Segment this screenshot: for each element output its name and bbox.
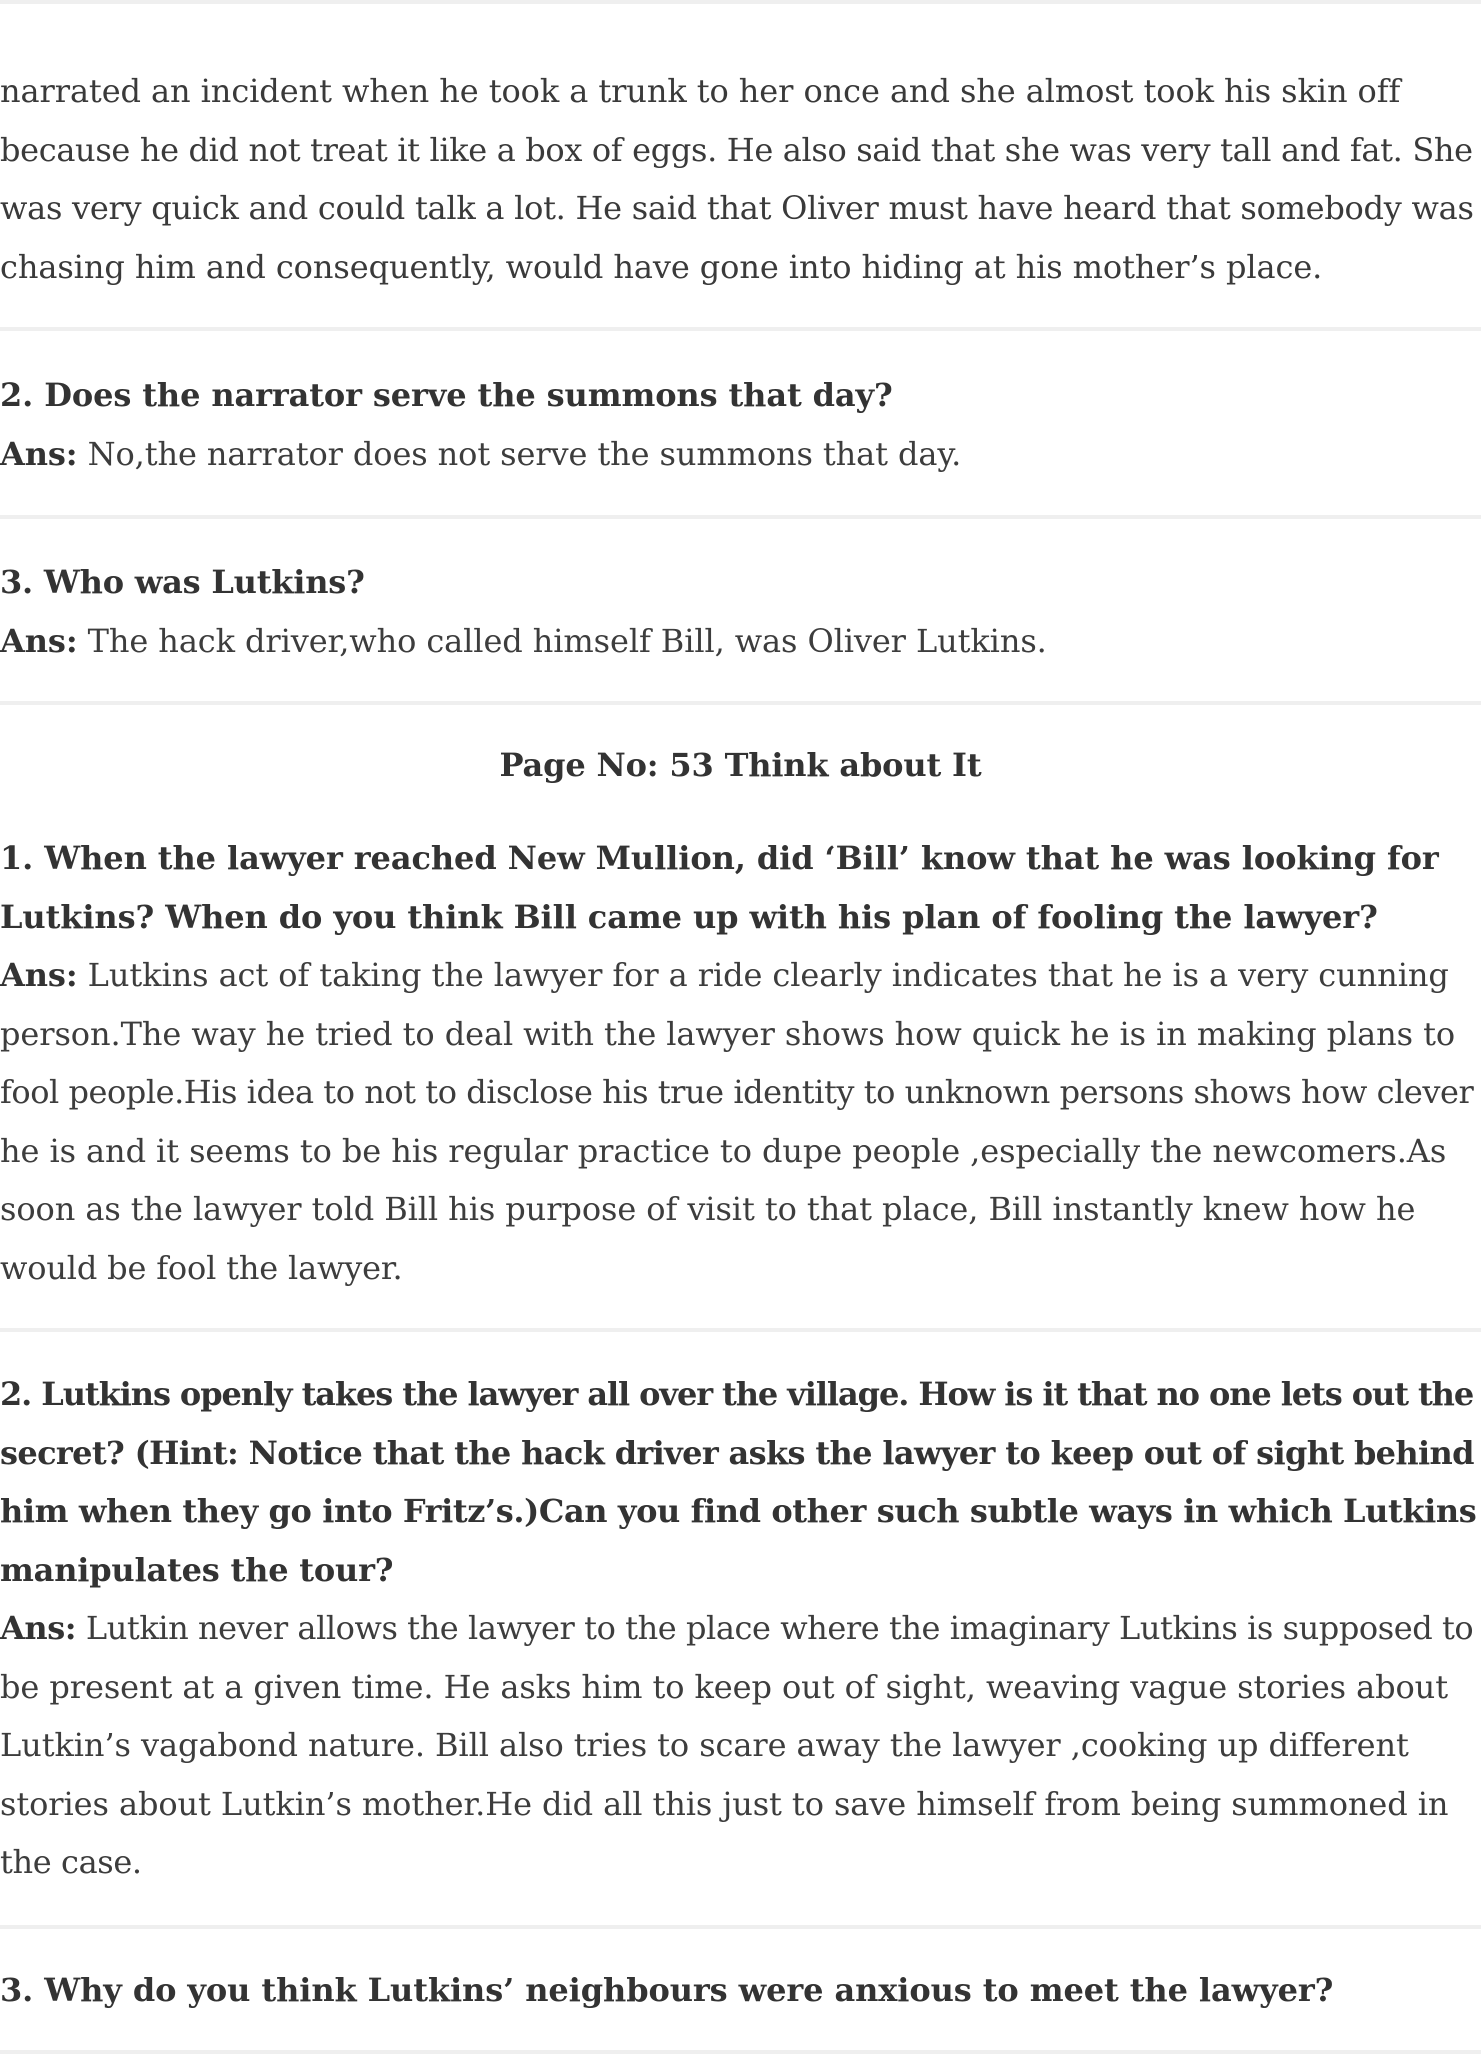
answer-line: fool people.His idea to not to disclose his true identity to unknown persons shows how clever (0, 1073, 1474, 1111)
answer-label: Ans: (0, 434, 78, 473)
question-line: him when they go into Fritz’s.)Can you find other such subtle ways in which Lutkins (0, 1492, 1477, 1530)
divider (0, 515, 1481, 519)
answer-line: stories about Lutkin’s mother.He did all this just to save himself from being summoned in (0, 1784, 1449, 1823)
question-line: 2. Lutkins openly takes the lawyer all over the village. How is it that no one lets out the (0, 1375, 1474, 1413)
answer-line: the case. (0, 1843, 142, 1881)
divider (0, 1328, 1481, 1332)
bottom-divider (0, 2050, 1481, 2054)
answer-line (0, 946, 1481, 1005)
intro-line: narrated an incident when he took a trunk to her once and she almost took his skin off (0, 72, 1401, 110)
think-qa-1 (0, 829, 1481, 1297)
qa-3 (0, 553, 1481, 670)
think-qa-2 (0, 1365, 1481, 1892)
answer-text: Lutkin never allows the lawyer to the place where the imaginary Lutkins is supposed to (76, 1609, 1474, 1647)
qa-2 (0, 366, 1481, 483)
answer-line (0, 425, 1481, 484)
answer-text: No,the narrator does not serve the summons that day. (77, 434, 962, 473)
divider (0, 327, 1481, 331)
answer-label: Ans: (0, 621, 78, 660)
intro-line: chasing him and consequently, would have gone into hiding at his mother’s place. (0, 247, 1323, 286)
answer-line: would be fool the lawyer. (0, 1248, 403, 1287)
question-text: 2. Does the narrator serve the summons that day? (0, 376, 893, 414)
answer-line: he is and it seems to be his regular practice to dupe people ,especially the newcomers.As (0, 1131, 1447, 1170)
question-text: 3. Why do you think Lutkins’ neighbours were anxious to meet the lawyer? (0, 1971, 1334, 2009)
question-line: 1. When the lawyer reached New Mullion, did ‘Bill’ know that he was looking for (0, 839, 1439, 877)
section-heading: Page No: 53 Think about It (499, 746, 982, 784)
divider (0, 1925, 1481, 1929)
top-divider (0, 0, 1481, 4)
question-line: manipulates the tour? (0, 1550, 394, 1589)
answer-line: soon as the lawyer told Bill his purpose of visit to that place, Bill instantly knew how he (0, 1190, 1416, 1228)
answer-text: Lutkins act of taking the lawyer for a ride clearly indicates that he is a very cunning (77, 956, 1449, 994)
answer-line (0, 1599, 1481, 1658)
answer-text: The hack driver,who called himself Bill, was Oliver Lutkins. (77, 621, 1047, 660)
question-text: 3. Who was Lutkins? (0, 563, 365, 601)
question-line: Lutkins? When do you think Bill came up with his plan of fooling the lawyer? (0, 897, 1378, 936)
answer-line: Lutkin’s vagabond nature. Bill also tries to scare away the lawyer ,cooking up different (0, 1726, 1409, 1764)
intro-line: because he did not treat it like a box of eggs. He also said that she was very tall and fat. She (0, 130, 1473, 169)
answer-line: be present at a given time. He asks him to keep out of sight, weaving vague stories about (0, 1667, 1448, 1706)
intro-paragraph (0, 62, 1481, 296)
answer-line: person.The way he tried to deal with the lawyer shows how quick he is in making plans to (0, 1014, 1456, 1053)
answer-line (0, 612, 1481, 671)
think-qa-3 (0, 1961, 1481, 2020)
answer-label: Ans: (0, 1609, 77, 1647)
answer-label: Ans: (0, 956, 78, 994)
intro-line: was very quick and could talk a lot. He said that Oliver must have heard that somebody was (0, 189, 1474, 227)
question-line: secret? (Hint: Notice that the hack driver asks the lawyer to keep out of sight behind (0, 1433, 1474, 1472)
divider (0, 701, 1481, 705)
